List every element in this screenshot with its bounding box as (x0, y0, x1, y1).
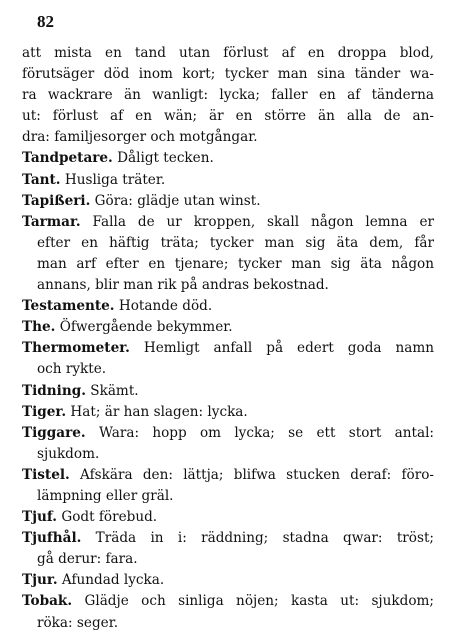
entry-text: Skämt. (90, 382, 139, 399)
entry-tistel (22, 465, 434, 486)
entry-headword: Testamente. (22, 298, 115, 315)
entry-tant (22, 170, 434, 191)
entry-text: Godt förebud. (61, 509, 158, 526)
entry-tidning (22, 381, 434, 402)
entry-continuation-line: man arf efter en tjenare; tycker man sig äta någon (37, 255, 434, 272)
entry-headword: Tiger. (22, 403, 67, 420)
entry-tiger (22, 402, 434, 423)
entry-continuation-line: annans, blir man rik på andras bekostnad. (37, 277, 329, 294)
entry-the (22, 317, 434, 338)
entry-headword: Tandpetare. (22, 150, 113, 167)
entry-headword: Tarmar. (22, 213, 81, 230)
entry-headword: Tjuf. (22, 509, 58, 526)
entry-text: Hat; är han slagen: lycka. (70, 403, 248, 420)
entry-headword: Tjufhål. (22, 530, 82, 547)
entry-continuation-line: lämpning eller gräl. (37, 487, 174, 504)
entry-continuation-line: efter en häftig träta; tycker man sig äta dem, får (37, 234, 434, 251)
continuation-line: ut: förlust af en wän; är en större än alla de an- (22, 108, 434, 125)
entry-testamente (22, 296, 434, 317)
entry-tjuf (22, 507, 434, 528)
entry-thermometer (22, 338, 434, 359)
entry-continuation-line: sjukdom. (37, 445, 100, 462)
entry-text: Träda in i: räddning; stadna qwar: tröst; (95, 530, 434, 547)
entry-headword: Tistel. (22, 466, 70, 483)
entry-headword: Tjur. (22, 572, 58, 589)
entry-tiggare (22, 423, 434, 444)
dictionary-text (22, 43, 434, 634)
entry-tarmar (22, 212, 434, 233)
continuation-line: att mista en tand utan förlust af en droppa blod, (22, 45, 434, 61)
entry-text: Falla de ur kroppen, skall någon lemna er (92, 213, 434, 230)
continuation-line: ra wackrare än wanligt: lycka; faller en af tänderna (22, 87, 434, 104)
entry-text: Öfwergående bekymmer. (59, 319, 233, 336)
entry-headword: Tidning. (22, 382, 86, 399)
entry-text: Dåligt tecken. (117, 150, 214, 167)
entry-text: Afskära den: lättja; blifwa stucken deraf: föro- (80, 466, 434, 483)
entry-headword: Tant. (22, 171, 61, 188)
entry-tobak (22, 591, 434, 612)
continuation-line: förutsäger död inom kort; tycker man sina tänder wa- (22, 66, 434, 83)
entry-text: Glädje och sinliga nöjen; kasta ut: sjukdom; (84, 593, 434, 610)
entry-continuation-line: gå derur: fara. (37, 551, 138, 568)
entry-headword: The. (22, 319, 56, 336)
entry-text: Afundad lycka. (61, 572, 165, 589)
entry-tjufhal (22, 528, 434, 549)
continuation-line: dra: familjesorger och motgångar. (22, 129, 258, 146)
entry-continuation-line: och rykte. (37, 361, 107, 378)
entry-text: Göra: glädje utan winst. (94, 192, 261, 209)
entry-continuation-line: röka: seger. (37, 614, 119, 631)
entry-text: Hotande död. (118, 298, 213, 315)
entry-headword: Thermometer. (22, 340, 130, 357)
entry-headword: Tapißeri. (22, 192, 91, 209)
entry-tapisseri (22, 191, 434, 212)
entry-tandpetare (22, 148, 434, 169)
entry-text: Husliga träter. (64, 171, 166, 188)
entry-text: Wara: hopp om lycka; se ett stort antal: (98, 424, 434, 441)
page-number: 82 (37, 12, 54, 31)
entry-headword: Tiggare. (22, 424, 86, 441)
entry-headword: Tobak. (22, 593, 73, 610)
entry-text: Hemligt anfall på edert goda namn (143, 340, 434, 357)
entry-tjur (22, 570, 434, 591)
